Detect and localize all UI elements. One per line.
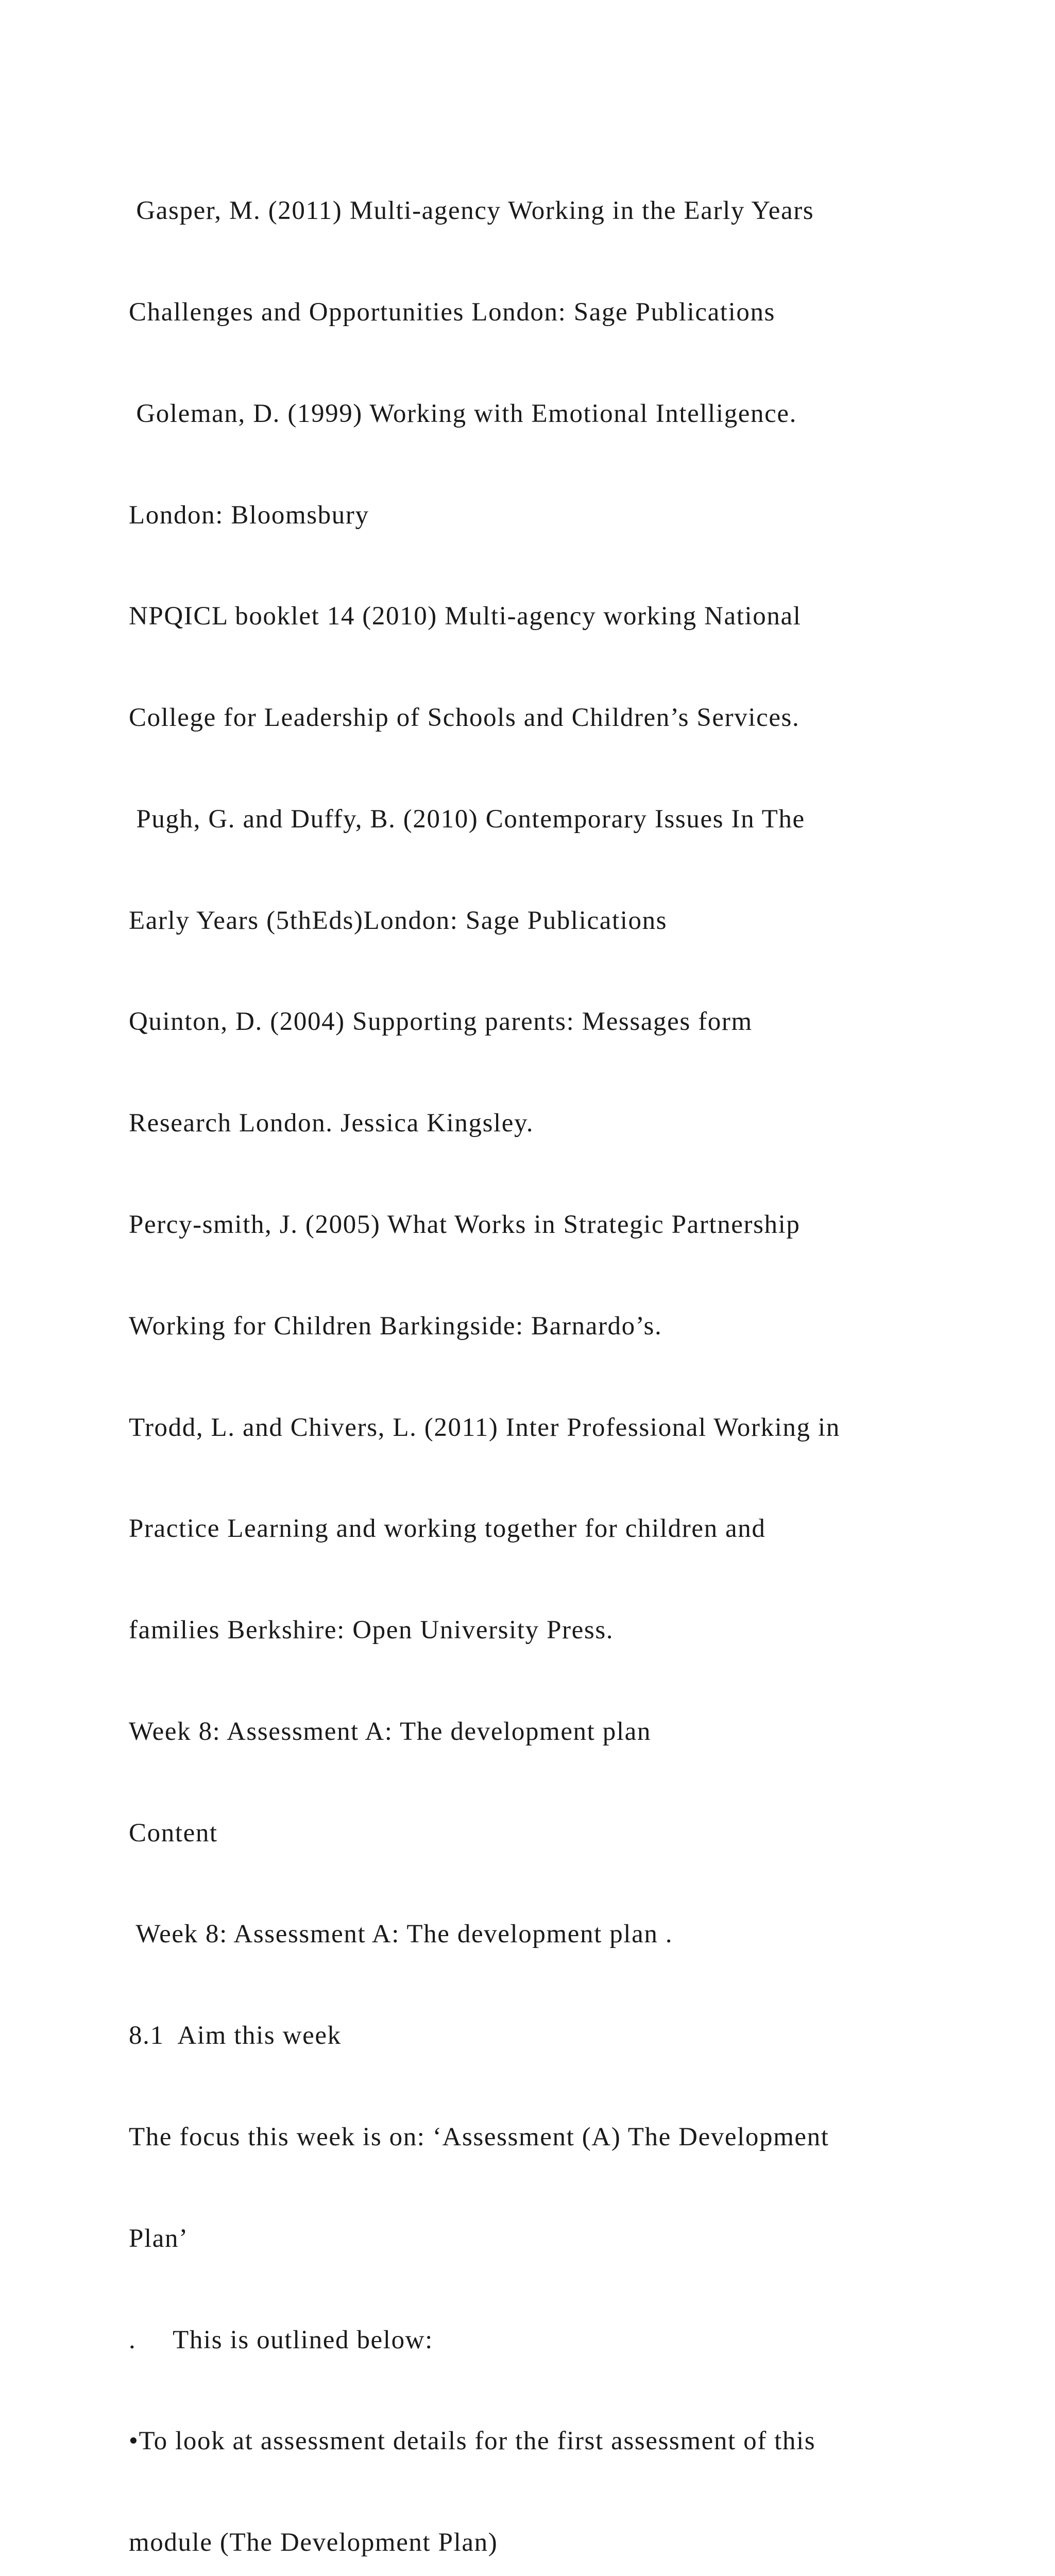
text-line: Trodd, L. and Chivers, L. (2011) Inter Professional Working in: [129, 1413, 840, 1442]
heading-line: Week 8: Assessment A: The development plan: [129, 1717, 651, 1746]
bullet-item: •To look at assessment details for the first assessment of this: [129, 2427, 816, 2456]
text-line: Goleman, D. (1999) Working with Emotional Intelligence.: [129, 399, 797, 428]
text-line: College for Leadership of Schools and Children’s Services.: [129, 703, 800, 733]
text-line: Early Years (5thEds)London: Sage Publications: [129, 906, 668, 935]
text-line: . This is outlined below:: [129, 2325, 433, 2354]
text-line: Practice Learning and working together for children and: [129, 1514, 766, 1544]
text-line: Percy-smith, J. (2005) What Works in Strategic Partnership: [129, 1210, 801, 1239]
heading-line: Week 8: Assessment A: The development plan .: [129, 1920, 673, 1949]
text-line: NPQICL booklet 14 (2010) Multi-agency working National: [129, 602, 802, 631]
document-body: [129, 127, 1005, 2576]
text-line: Quinton, D. (2004) Supporting parents: Messages form: [129, 1007, 753, 1037]
heading-line: Content: [129, 1818, 218, 1848]
section-heading: 8.1 Aim this week: [129, 2021, 342, 2050]
text-line: Challenges and Opportunities London: Sage Publications: [129, 297, 775, 327]
text-line: Research London. Jessica Kingsley.: [129, 1109, 534, 1138]
text-line: Pugh, G. and Duffy, B. (2010) Contemporary Issues In The: [129, 804, 805, 834]
text-line: Working for Children Barkingside: Barnardo’s.: [129, 1311, 662, 1341]
text-line: Gasper, M. (2011) Multi-agency Working in the Early Years: [129, 196, 814, 226]
text-line: London: Bloomsbury: [129, 500, 369, 530]
bullet-item-continuation: module (The Development Plan): [129, 2528, 498, 2557]
text-line: Plan’: [129, 2224, 189, 2253]
text-line: The focus this week is on: ‘Assessment (A) The Development: [129, 2123, 829, 2152]
text-line: families Berkshire: Open University Press.: [129, 1616, 614, 1645]
